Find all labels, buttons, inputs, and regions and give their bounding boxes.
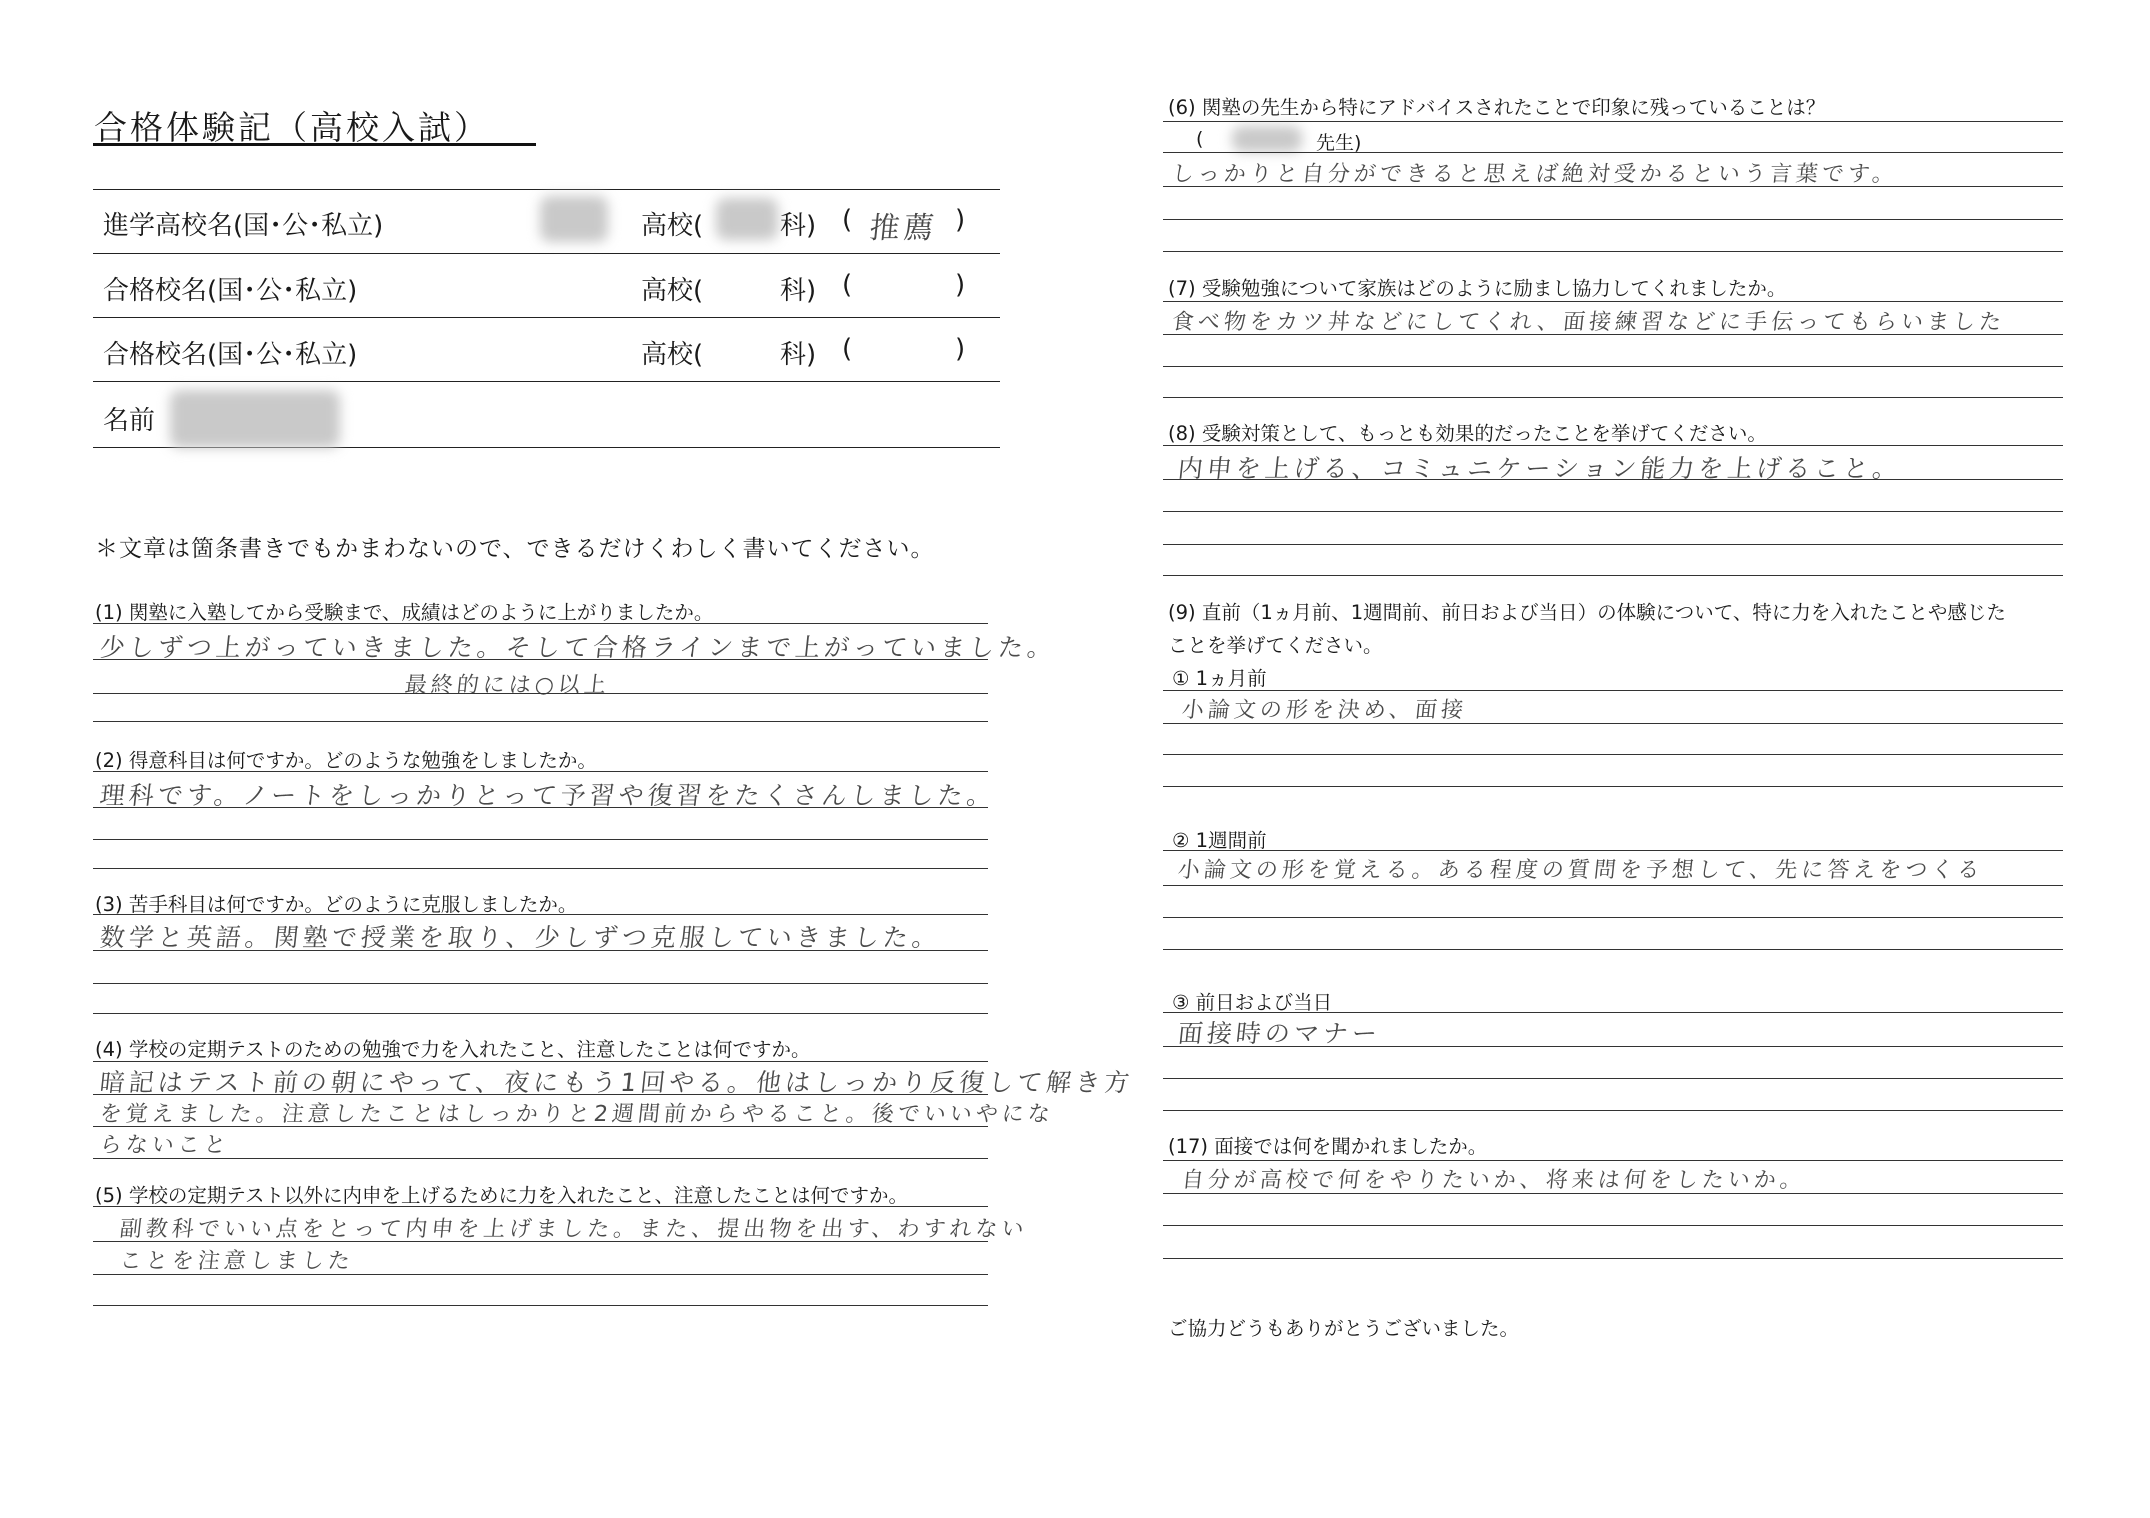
ruled-line [93, 1305, 988, 1306]
ruled-line [1163, 1110, 2063, 1111]
ruled-line [1163, 949, 2063, 950]
ruled-line [93, 693, 988, 694]
ruled-line [93, 868, 988, 869]
ruled-line [93, 721, 988, 722]
ruled-line [1163, 251, 2063, 252]
paren-3: ( [842, 334, 853, 364]
redacted-school [540, 196, 608, 242]
ruled-line [1163, 186, 2063, 187]
ruled-line [93, 1061, 988, 1062]
question-8: (8) 受験対策として、もっとも効果的だったことを挙げてください。 [1168, 422, 1767, 445]
admission-type-1: 推薦 [867, 211, 940, 246]
ruled-line [1163, 917, 2063, 918]
paren-2: ( [842, 270, 853, 300]
ruled-line [93, 807, 988, 808]
ruled-line [1163, 366, 2063, 367]
ruled-line [1163, 219, 2063, 220]
answer-4-line-3: らないこと [98, 1133, 232, 1158]
answer-3-line-1: 数学と英語。関塾で授業を取り、少しずつ克服していきました。 [98, 923, 943, 952]
ruled-line [1163, 1160, 2063, 1161]
ruled-line [93, 983, 988, 984]
ruled-line [93, 1206, 988, 1207]
question-3: (3) 苦手科目は何ですか。どのように克服しましたか。 [95, 893, 578, 916]
redacted-name [170, 390, 340, 448]
ruled-line [1163, 885, 2063, 886]
ruled-line [1163, 1193, 2063, 1194]
ruled-line [1163, 1012, 2063, 1013]
answer-4-line-1: 暗記はテスト前の朝にやって、夜にもう1回やる。他はしっかり反復して解き方 [98, 1068, 1135, 1097]
ruled-line [1163, 334, 2063, 335]
ruled-line [93, 914, 988, 915]
close-1: ) [955, 205, 966, 235]
ruled-line [1163, 511, 2063, 512]
answer-9-2: 小論文の形を覚える。ある程度の質問を予想して、先に答えをつくる [1176, 858, 1985, 883]
school-suffix-2: 高校( [641, 276, 704, 306]
ruled-line [93, 1126, 988, 1127]
ruled-line [93, 950, 988, 951]
table-rule [93, 189, 1000, 190]
answer-9-3: 面接時のマナー [1176, 1019, 1383, 1048]
ruled-line [1163, 575, 2063, 576]
answer-2-line-1: 理科です。ノートをしっかりとって予習や復習をたくさんしました。 [98, 781, 998, 810]
answer-4-line-2: を覚えました。注意したことはしっかりと2週間前からやること。後でいいやにな [98, 1102, 1056, 1127]
question-4: (4) 学校の定期テストのための勉強で力を入れたこと、注意したことは何ですか。 [95, 1038, 811, 1061]
answer-17-line-1: 自分が高校で何をやりたいか、将来は何をしたいか。 [1180, 1168, 1808, 1193]
instruction-notice: ＊文章は箇条書きでもかまわないので、できるだけくわしく書いてください。 [95, 536, 935, 562]
school-label-2: 合格校名(国･公･私立) [103, 276, 358, 306]
ruled-line [1163, 850, 2063, 851]
ruled-line [93, 1013, 988, 1014]
ruled-line [1163, 397, 2063, 398]
school-suffix-3: 高校( [641, 340, 704, 370]
answer-9-1: 小論文の形を決め、面接 [1180, 698, 1469, 723]
ruled-line [1163, 445, 2063, 446]
teacher-label: 先生) [1316, 132, 1362, 154]
table-rule [93, 381, 1000, 382]
ruled-line [1163, 690, 2063, 691]
ruled-line [1163, 1225, 2063, 1226]
table-rule [93, 317, 1000, 318]
sub-label-1-month: ① 1ヵ月前 [1172, 667, 1267, 690]
ruled-line [1163, 786, 2063, 787]
ruled-line [93, 1241, 988, 1242]
ruled-line [1163, 121, 2063, 122]
ruled-line [1163, 152, 2063, 153]
title-underline [93, 143, 536, 146]
page-title: 合格体験記（高校入試） [94, 108, 490, 147]
table-rule [93, 253, 1000, 254]
paren-1: ( [842, 205, 853, 235]
answer-6-line-1: しっかりと自分ができると思えば絶対受かるという言葉です。 [1170, 162, 1900, 187]
closing-thanks: ご協力どうもありがとうございました。 [1168, 1317, 1520, 1340]
ruled-line [1163, 1078, 2063, 1079]
teacher-open-paren: ( [1196, 128, 1204, 150]
ruled-line [93, 1274, 988, 1275]
question-1: (1) 関塾に入塾してから受験まで、成績はどのように上がりましたか。 [95, 601, 714, 624]
ruled-line [1163, 479, 2063, 480]
school-suffix-1: 高校( [641, 211, 704, 241]
ruled-line [1163, 754, 2063, 755]
answer-1-line-1: 少しずつ上がっていきました。そして合格ラインまで上がっていました。 [98, 633, 1058, 662]
ruled-line [1163, 1258, 2063, 1259]
question-9: (9) 直前（1ヵ月前、1週間前、前日および当日）の体験について、特に力を入れたことや感じた [1168, 601, 2006, 624]
close-3: ) [955, 334, 966, 364]
ruled-line [1163, 301, 2063, 302]
answer-8-line-1: 内申を上げる、コミュニケーション能力を上げること。 [1176, 454, 1903, 483]
ruled-line [93, 1094, 988, 1095]
ruled-line [93, 771, 988, 772]
question-17: (17) 面接では何を聞かれましたか。 [1168, 1135, 1488, 1158]
answer-7-line-1: 食べ物をカツ丼などにしてくれ、面接練習などに手伝ってもらいました [1170, 310, 2007, 335]
answer-1-line-2: 最終的には○以上 [403, 673, 612, 698]
ruled-line [93, 1158, 988, 1159]
question-7: (7) 受験勉強について家族はどのように励まし協力してくれましたか。 [1168, 277, 1787, 300]
close-2: ) [955, 270, 966, 300]
ruled-line [93, 659, 988, 660]
question-9-cont: ことを挙げてください。 [1168, 634, 1383, 657]
sub-label-1-week: ② 1週間前 [1172, 829, 1267, 852]
dept-1: 科) [780, 211, 817, 241]
ruled-line [1163, 544, 2063, 545]
ruled-line [93, 623, 988, 624]
dept-3: 科) [780, 340, 817, 370]
redacted-teacher [1232, 126, 1302, 152]
question-5: (5) 学校の定期テスト以外に内申を上げるために力を入れたこと、注意したことは何ですか。 [95, 1184, 909, 1207]
sub-label-day-before: ③ 前日および当日 [1172, 991, 1333, 1014]
answer-5-line-1: 副教科でいい点をとって内申を上げました。また、提出物を出す、わすれない [118, 1217, 1029, 1242]
ruled-line [1163, 1046, 2063, 1047]
school-label-3: 合格校名(国･公･私立) [103, 340, 358, 370]
ruled-line [93, 839, 988, 840]
ruled-line [1163, 723, 2063, 724]
question-2: (2) 得意科目は何ですか。どのような勉強をしましたか。 [95, 749, 597, 772]
name-label: 名前 [103, 406, 156, 436]
dept-2: 科) [780, 276, 817, 306]
redacted-dept [716, 198, 778, 240]
school-label-1: 進学高校名(国･公･私立) [103, 211, 384, 241]
answer-5-line-2: ことを注意しました [118, 1249, 356, 1274]
question-6: (6) 関塾の先生から特にアドバイスされたことで印象に残っていることは？ [1168, 96, 1826, 119]
